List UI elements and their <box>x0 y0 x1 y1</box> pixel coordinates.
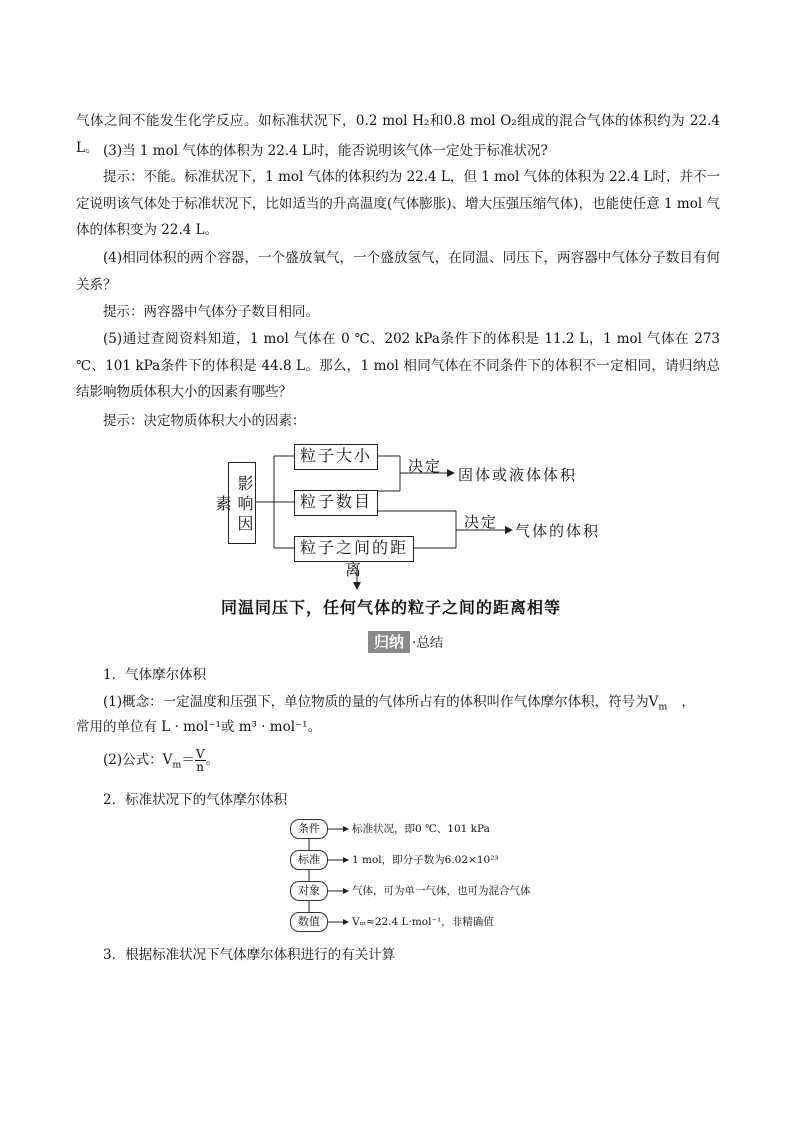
value-text: Vₘ≈22.4 L·mol⁻¹，非精确值 <box>352 916 494 928</box>
formula-equals: ＝ <box>181 752 195 768</box>
formula-numerator: V <box>195 747 205 761</box>
condition-text: 标准状况，即0 ℃、101 kPa <box>352 823 490 835</box>
units-line: 常用的单位有 L · mol⁻¹或 m³ · mol⁻¹。 <box>76 719 322 735</box>
particle-number-box: 粒子数目 <box>294 490 378 516</box>
formula-subscript: m <box>172 759 182 771</box>
formula-end: 。 <box>205 752 219 768</box>
value-tag: 数值 <box>290 912 328 932</box>
question-3: (3)当 1 mol 气体的体积为 22.4 L时，能否说明该气体一定处于标准状况? <box>103 143 548 159</box>
section-2-title: 2．标准状况下的气体摩尔体积 <box>103 792 288 808</box>
concept-text: (1)概念：一定温度和压强下，单位物质的量的气体所占有的体积叫作气体摩尔体积，符号为V <box>103 694 659 710</box>
object-text: 气体，可为单一气体，也可为混合气体 <box>352 885 531 897</box>
formula-denominator: n <box>196 760 205 774</box>
object-tag: 对象 <box>290 881 328 901</box>
formula-prefix: (2)公式：V <box>103 752 173 768</box>
summary-badge-tail: ·总结 <box>412 635 444 651</box>
summary-badge: 归纳 <box>368 631 410 653</box>
condition-tag: 条件 <box>290 819 328 839</box>
concept-comma: ， <box>681 694 695 710</box>
question-5: (5)通过查阅资料知道，1 mol 气体在 0 ℃、202 kPa条件下的体积是 11.2 L，1 mol 气体在 273 ℃、101 kPa条件下的体积是 44.8 L。那么，1 mol 相同气体在不同条件下的体积不一定相同，请归纳总结影响物质体积大小的因素有哪些？ <box>76 331 720 400</box>
decide-label-2: 决定 <box>464 513 499 531</box>
answer-4: 提示：两容器中气体分子数目相同。 <box>103 304 319 320</box>
solid-liquid-volume-label: 固体或液体体积 <box>458 466 578 484</box>
particle-distance-box: 粒子之间的距离 <box>294 536 414 562</box>
influence-factors-box: 影响因素 <box>228 462 256 544</box>
particle-size-box: 粒子大小 <box>294 444 378 470</box>
standard-text: 1 mol，即分子数为6.02×10²³ <box>352 854 499 866</box>
answer-5: 提示：决定物质体积大小的因素： <box>103 413 306 429</box>
gas-volume-label: 气体的体积 <box>515 522 601 540</box>
diagram-conclusion: 同温同压下，任何气体的粒子之间的距离相等 <box>221 598 562 617</box>
section-1-title: 1．气体摩尔体积 <box>103 667 207 683</box>
paragraph-continuation: 气体之间不能发生化学反应。如标准状况下，0.2 mol H₂和0.8 mol O₂组成的混合气体的体积约为 22.4 L。 <box>76 113 720 156</box>
standard-tag: 标准 <box>290 850 328 870</box>
decide-label-1: 决定 <box>408 457 443 475</box>
section-3-title: 3．根据标准状况下气体摩尔体积进行的有关计算 <box>103 947 396 963</box>
answer-3: 提示：不能。标准状况下，1 mol 气体的体积约为 22.4 L，但 1 mol 气体的体积为 22.4 L时，并不一定说明该气体处于标准状况下，比如适当的升高温度(气体膨胀)、增大压强压缩气体)，也能使任意 1 mol 气体的体积变为 22.4 L。 <box>76 169 720 238</box>
question-4: (4)相同体积的两个容器，一个盛放氧气，一个盛放氢气，在同温、同压下，两容器中气体分子数目有何关系？ <box>76 250 720 293</box>
concept-subscript: m <box>658 701 668 713</box>
